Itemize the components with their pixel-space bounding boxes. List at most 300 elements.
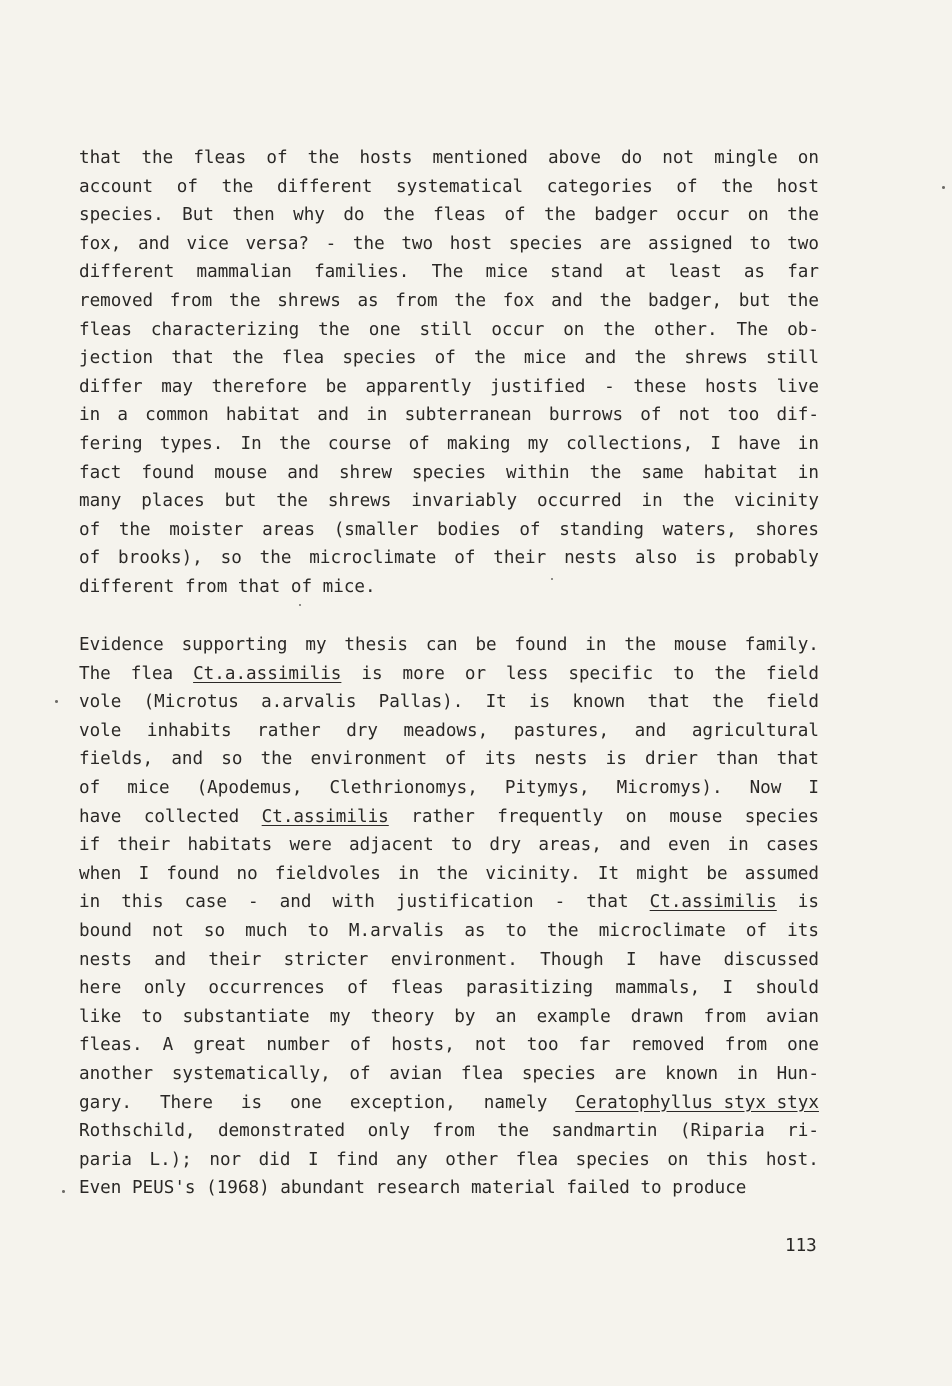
word: that — [586, 892, 629, 913]
word: standing — [559, 519, 644, 540]
word: discussed — [723, 949, 819, 970]
word: mingle — [714, 148, 778, 168]
word: stand — [550, 262, 604, 283]
word: fact — [79, 462, 122, 483]
word: Rothschild, — [79, 1121, 196, 1142]
word: then — [232, 205, 275, 226]
word: gary. — [79, 1092, 132, 1113]
word: too — [526, 1035, 559, 1056]
word: Now — [749, 777, 782, 798]
word: species — [411, 462, 487, 483]
word: fields, — [79, 749, 154, 770]
word: nests — [564, 548, 618, 569]
word: great — [193, 1035, 247, 1056]
word: my — [305, 635, 327, 655]
text-line — [79, 1174, 819, 1203]
word: making — [446, 433, 511, 454]
underlined-taxon: Ct.assimilis — [261, 806, 389, 827]
word: have — [79, 806, 122, 827]
word: many — [79, 491, 122, 512]
word: is — [605, 749, 627, 770]
text-line — [79, 401, 819, 430]
word: live — [776, 376, 819, 397]
paragraph-1 — [79, 144, 819, 602]
word: should — [755, 978, 819, 999]
word: thesis — [344, 635, 408, 655]
word: of — [349, 1063, 371, 1084]
word: not — [474, 1035, 507, 1056]
word: The — [736, 319, 769, 340]
word: common — [145, 405, 209, 426]
text-line — [79, 201, 819, 230]
word: L.); — [149, 1149, 192, 1170]
word: - — [604, 376, 615, 397]
underlined-taxon: Ceratophyllus styx styx — [575, 1092, 819, 1113]
text-line — [79, 860, 819, 889]
word: less — [506, 663, 549, 684]
word: any — [395, 1149, 428, 1170]
word: mammalian — [196, 262, 292, 283]
word: but — [224, 491, 257, 512]
text-line — [79, 745, 819, 774]
word: vole — [79, 720, 122, 741]
word: the — [259, 548, 292, 569]
word: versa? — [245, 233, 310, 254]
text-line — [79, 258, 819, 287]
word: fox, — [79, 233, 122, 254]
word: is — [528, 692, 551, 713]
word: here — [79, 978, 122, 999]
word: course — [327, 433, 392, 454]
word: of — [504, 205, 526, 226]
word: I — [722, 978, 734, 999]
word: by — [454, 1006, 476, 1027]
word: only — [367, 1121, 410, 1142]
text-line — [79, 287, 819, 316]
word: stricter — [283, 949, 369, 970]
word: hosts — [704, 376, 758, 397]
text-line — [79, 831, 819, 860]
word: apparently — [365, 376, 472, 397]
word: family. — [744, 635, 819, 655]
word: two — [787, 233, 819, 254]
word: as — [357, 290, 379, 311]
word: on — [625, 806, 647, 827]
text-line — [79, 544, 819, 573]
word: flea — [460, 1063, 504, 1084]
word: from — [724, 1035, 768, 1056]
word: cases — [765, 835, 819, 856]
word: still — [766, 348, 819, 369]
word: fleas — [390, 978, 444, 999]
word: badger — [594, 205, 658, 226]
word: the — [544, 205, 576, 226]
word: (Apodemus, — [196, 777, 303, 798]
word: assumed — [744, 863, 819, 884]
word: vole — [79, 692, 122, 713]
word: my — [329, 1006, 351, 1027]
word: parasitizing — [466, 978, 594, 999]
text-line — [79, 917, 819, 946]
word: pastures, — [513, 720, 610, 741]
word: (smaller — [333, 519, 419, 540]
word: far — [578, 1035, 611, 1056]
word: the — [473, 348, 506, 369]
word: not — [662, 148, 695, 168]
word: the — [278, 433, 311, 454]
word: do — [621, 148, 643, 168]
word: probably — [734, 548, 819, 569]
word: far — [787, 262, 819, 283]
word: as — [464, 920, 486, 941]
word: differ — [79, 376, 143, 397]
word: jection — [79, 348, 154, 369]
word: the — [599, 290, 632, 311]
word: their — [208, 949, 262, 970]
word: the — [624, 635, 657, 655]
word: that — [79, 148, 122, 168]
word: on — [797, 148, 819, 168]
word: when — [79, 863, 122, 884]
word: known — [665, 1063, 719, 1084]
word: that — [171, 348, 214, 369]
word: sandmartin — [551, 1121, 658, 1142]
word: microclimate — [598, 920, 726, 941]
word: places — [141, 491, 205, 512]
word: species — [342, 348, 417, 369]
word: waters, — [662, 519, 737, 540]
word: mouse — [673, 635, 727, 655]
word: is — [240, 1092, 263, 1113]
word: But — [182, 205, 214, 226]
word: mouse — [669, 806, 723, 827]
word: a — [117, 405, 128, 426]
word: than — [716, 749, 759, 770]
text-line — [79, 516, 819, 545]
word: (Microtus — [143, 692, 239, 713]
word: like — [79, 1006, 122, 1027]
word: research — [375, 1178, 461, 1199]
word: (Riparia — [679, 1121, 765, 1142]
word: still — [419, 319, 473, 340]
text-line — [79, 1060, 819, 1089]
word: flea — [281, 348, 325, 369]
word: my — [527, 433, 549, 454]
word: the — [382, 205, 415, 226]
word: nests — [79, 949, 132, 970]
word: so — [203, 920, 226, 941]
word: species — [575, 1149, 650, 1170]
word: these — [633, 376, 687, 397]
word: of — [79, 777, 101, 798]
word: The — [431, 262, 464, 283]
text-line — [79, 1117, 819, 1146]
word: Micromys). — [616, 777, 723, 798]
word: of — [445, 749, 467, 770]
word: badger, — [647, 290, 723, 311]
word: of — [745, 920, 768, 941]
word: is — [695, 548, 717, 569]
word: the — [603, 319, 636, 340]
word: I — [808, 777, 819, 798]
word: of — [79, 548, 101, 569]
word: rather — [411, 806, 475, 827]
word: vice — [186, 233, 229, 254]
word: of — [290, 576, 313, 597]
word: to — [640, 1178, 662, 1199]
word: mammals, — [615, 978, 701, 999]
word: Even — [79, 1178, 122, 1199]
word: areas, — [538, 835, 602, 856]
word: species — [521, 1063, 597, 1084]
word: The — [79, 663, 111, 684]
word: PEUS's — [131, 1178, 196, 1199]
word: of — [266, 148, 288, 168]
word: material — [470, 1178, 556, 1199]
word: families. — [314, 262, 410, 283]
text-line — [79, 144, 819, 173]
word: and — [138, 233, 170, 254]
word: do — [343, 205, 365, 226]
word: their — [117, 835, 171, 856]
word: environment. — [390, 949, 518, 970]
word: its — [787, 920, 819, 941]
word: supporting — [181, 635, 288, 655]
word: in — [585, 635, 607, 655]
word: to — [749, 233, 771, 254]
word: too — [727, 405, 760, 426]
word: adjacent — [349, 835, 434, 856]
word: justification — [395, 892, 534, 913]
word: a.arvalis — [261, 692, 357, 713]
word: the — [589, 462, 622, 483]
scan-speck — [55, 700, 58, 703]
word: of — [350, 1035, 372, 1056]
word: find — [336, 1149, 379, 1170]
word: found — [514, 635, 568, 655]
word: to — [673, 663, 695, 684]
text-line — [79, 803, 819, 832]
word: on — [747, 205, 769, 226]
text-line — [79, 774, 819, 803]
word: inhabits — [146, 720, 232, 741]
word: field — [765, 663, 819, 684]
word: the — [634, 348, 667, 369]
word: shrews — [327, 491, 392, 512]
word: different — [277, 176, 373, 197]
word: more — [402, 663, 445, 684]
word: are — [599, 233, 632, 254]
word: at — [625, 262, 647, 283]
word: in — [79, 405, 101, 426]
word: the — [276, 491, 308, 512]
word: not — [678, 405, 711, 426]
word: Pitymys, — [504, 777, 590, 798]
word: nor — [209, 1149, 242, 1170]
word: that — [237, 576, 281, 597]
word: least — [668, 262, 722, 283]
word: hosts — [359, 148, 413, 168]
word: fleas. — [79, 1035, 143, 1056]
word: be — [706, 863, 728, 884]
word: fleas — [79, 319, 132, 340]
word: avian — [765, 1006, 819, 1027]
word: in — [736, 1063, 758, 1084]
word: - — [248, 892, 259, 913]
word: from — [703, 1006, 747, 1027]
word: two — [401, 233, 434, 254]
word: collections, — [566, 433, 694, 454]
word: A — [162, 1035, 174, 1056]
word: in — [797, 433, 819, 454]
word: I — [626, 949, 637, 970]
word: this — [706, 1149, 749, 1170]
word: above — [547, 148, 601, 168]
word: in — [398, 863, 420, 884]
text-line — [79, 1089, 819, 1118]
word: There — [159, 1092, 213, 1113]
word: produce — [672, 1178, 747, 1199]
word: from — [169, 290, 213, 311]
word: shrews — [277, 290, 341, 311]
word: so — [220, 548, 242, 569]
word: I — [138, 863, 150, 884]
scan-speck — [299, 604, 301, 606]
text-line — [79, 230, 819, 259]
word: of — [454, 548, 476, 569]
scan-speck — [551, 578, 553, 580]
word: types. — [159, 433, 224, 454]
word: and — [287, 462, 319, 483]
word: environment — [310, 749, 428, 770]
word: in — [727, 835, 749, 856]
text-line — [79, 173, 819, 202]
word: are — [614, 1063, 647, 1084]
word: ri- — [787, 1121, 819, 1142]
word: one — [290, 1092, 322, 1113]
scan-speck — [942, 186, 945, 189]
word: I — [307, 1149, 319, 1170]
word: abundant — [280, 1178, 366, 1199]
word: It — [485, 692, 507, 713]
word: to — [450, 835, 473, 856]
word: and — [551, 290, 583, 311]
word: Hun- — [776, 1063, 819, 1084]
word: same — [641, 462, 684, 483]
word: might — [636, 863, 690, 884]
word: other. — [653, 319, 718, 340]
word: nests — [534, 749, 588, 770]
word: areas — [262, 519, 316, 540]
word: of — [176, 176, 198, 197]
word: species — [744, 806, 819, 827]
word: the — [221, 176, 254, 197]
word: shores — [755, 519, 819, 540]
word: vicinity — [734, 491, 819, 512]
word: in — [797, 462, 819, 483]
text-line — [79, 1003, 819, 1032]
word: be — [475, 635, 497, 655]
word: also — [634, 548, 678, 569]
text-line — [79, 946, 819, 975]
word: failed — [566, 1178, 630, 1199]
word: dif- — [776, 405, 819, 426]
word: not — [152, 920, 184, 941]
word: I — [710, 433, 721, 454]
word: and — [584, 348, 617, 369]
word: habitats — [187, 835, 273, 856]
text-line — [79, 573, 819, 602]
word: removed — [79, 290, 154, 311]
word: this — [121, 892, 164, 913]
word: the — [714, 663, 747, 684]
word: so — [221, 749, 243, 770]
word: can — [425, 635, 458, 655]
word: occur — [676, 205, 730, 226]
word: ob- — [787, 319, 819, 340]
word: the — [787, 205, 819, 226]
word: exception, — [349, 1092, 456, 1113]
word: within — [506, 462, 570, 483]
word: and — [171, 749, 204, 770]
word: have — [658, 949, 702, 970]
word: and — [279, 892, 312, 913]
word: bodies — [437, 519, 501, 540]
word: of — [640, 405, 662, 426]
word: of — [434, 348, 456, 369]
word: subterranean — [404, 405, 532, 426]
word: bound — [79, 920, 132, 941]
word: habitat — [703, 462, 778, 483]
word: justified — [490, 376, 586, 397]
word: the — [318, 319, 350, 340]
word: in — [79, 892, 101, 913]
word: invariably — [411, 491, 518, 512]
text-line — [79, 888, 819, 917]
word: vicinity. — [485, 863, 581, 884]
word: one — [787, 1035, 819, 1056]
text-line — [79, 1146, 819, 1175]
word: It — [597, 863, 620, 884]
word: different — [79, 576, 175, 597]
word: no — [236, 863, 258, 884]
word: known — [572, 692, 626, 713]
word: namely — [483, 1092, 548, 1113]
word: fleas — [433, 205, 487, 226]
word: and — [634, 720, 667, 741]
word: the — [352, 233, 385, 254]
text-line — [79, 430, 819, 459]
word: its — [484, 749, 517, 770]
word: systematically, — [171, 1063, 331, 1084]
word: of — [347, 978, 369, 999]
word: the — [228, 290, 261, 311]
word: agricultural — [691, 720, 819, 741]
word: mice — [485, 262, 528, 283]
word: may — [161, 376, 193, 397]
word: of — [519, 519, 541, 540]
word: systematical — [396, 176, 524, 197]
word: fieldvoles — [274, 863, 381, 884]
word: their — [493, 548, 547, 569]
word: demonstrated — [218, 1121, 346, 1142]
word: in — [366, 405, 388, 426]
word: account — [79, 176, 154, 197]
word: of — [79, 519, 101, 540]
word: rather — [257, 720, 321, 741]
word: habitat — [225, 405, 301, 426]
word: (1968) — [206, 1178, 270, 1199]
